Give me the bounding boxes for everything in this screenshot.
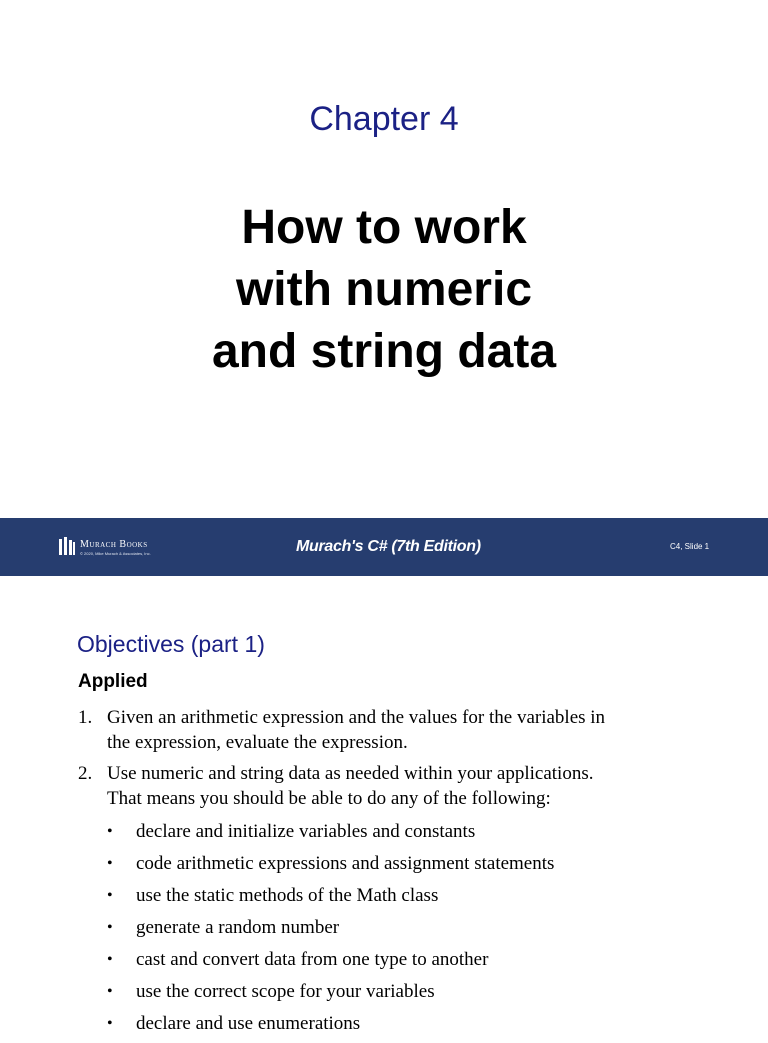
bullet-icon: • [107,983,113,1000]
item-text [107,761,667,811]
title-line-1: How to work [241,201,527,254]
objectives-slide [0,576,768,1034]
bullet-text: use the static methods of the Math class [136,885,439,906]
list-item [107,1011,707,1043]
list-item [107,851,707,883]
item-line: That means you should be able to do any of the following: [107,788,551,809]
bullet-text: cast and convert data from one type to another [136,949,489,970]
item-line: the expression, evaluate the expression. [107,732,408,753]
section-heading: Applied [78,671,148,692]
list-item [107,979,707,1011]
bullet-icon: • [107,951,113,968]
book-title: Murach's C# (7th Edition) [296,538,481,555]
bullet-text: declare and use enumerations [136,1013,361,1034]
item-number: 1. [78,707,93,728]
item-line: Given an arithmetic expression and the values for the variables in [107,707,606,728]
copyright-text: © 2020, Mike Murach & Associates, Inc. [80,551,151,556]
item-number: 2. [78,763,93,784]
bullet-icon: • [107,1015,113,1032]
chapter-label: Chapter 4 [309,100,459,138]
bullet-icon: • [107,887,113,904]
bullet-text: use the correct scope for your variables [136,981,435,1002]
title-line-2: with numeric [235,263,533,316]
list-item [107,819,707,851]
list-item [107,883,707,915]
list-item [107,947,707,979]
bullet-list [107,819,707,1043]
slide-title [0,197,768,383]
bullet-icon: • [107,855,113,872]
bullet-text: generate a random number [136,917,340,938]
objective-item-2 [78,761,718,813]
objectives-heading: Objectives (part 1) [77,631,265,657]
item-line: Use numeric and string data as needed within your applications. [107,763,594,784]
title-line-3: and string data [211,325,557,378]
slide-footer [0,518,768,576]
objective-item-1 [78,705,718,757]
books-icon [58,537,76,557]
slide-number: C4, Slide 1 [670,542,710,551]
bullet-text: declare and initialize variables and constants [136,821,476,842]
bullet-icon: • [107,919,113,936]
bullet-icon: • [107,823,113,840]
publisher-logo [58,537,178,559]
bullet-text: code arithmetic expressions and assignment statements [136,853,555,874]
title-slide [0,0,768,518]
item-text [107,705,667,755]
list-item [107,915,707,947]
logo-text: Murach Books [80,539,148,550]
